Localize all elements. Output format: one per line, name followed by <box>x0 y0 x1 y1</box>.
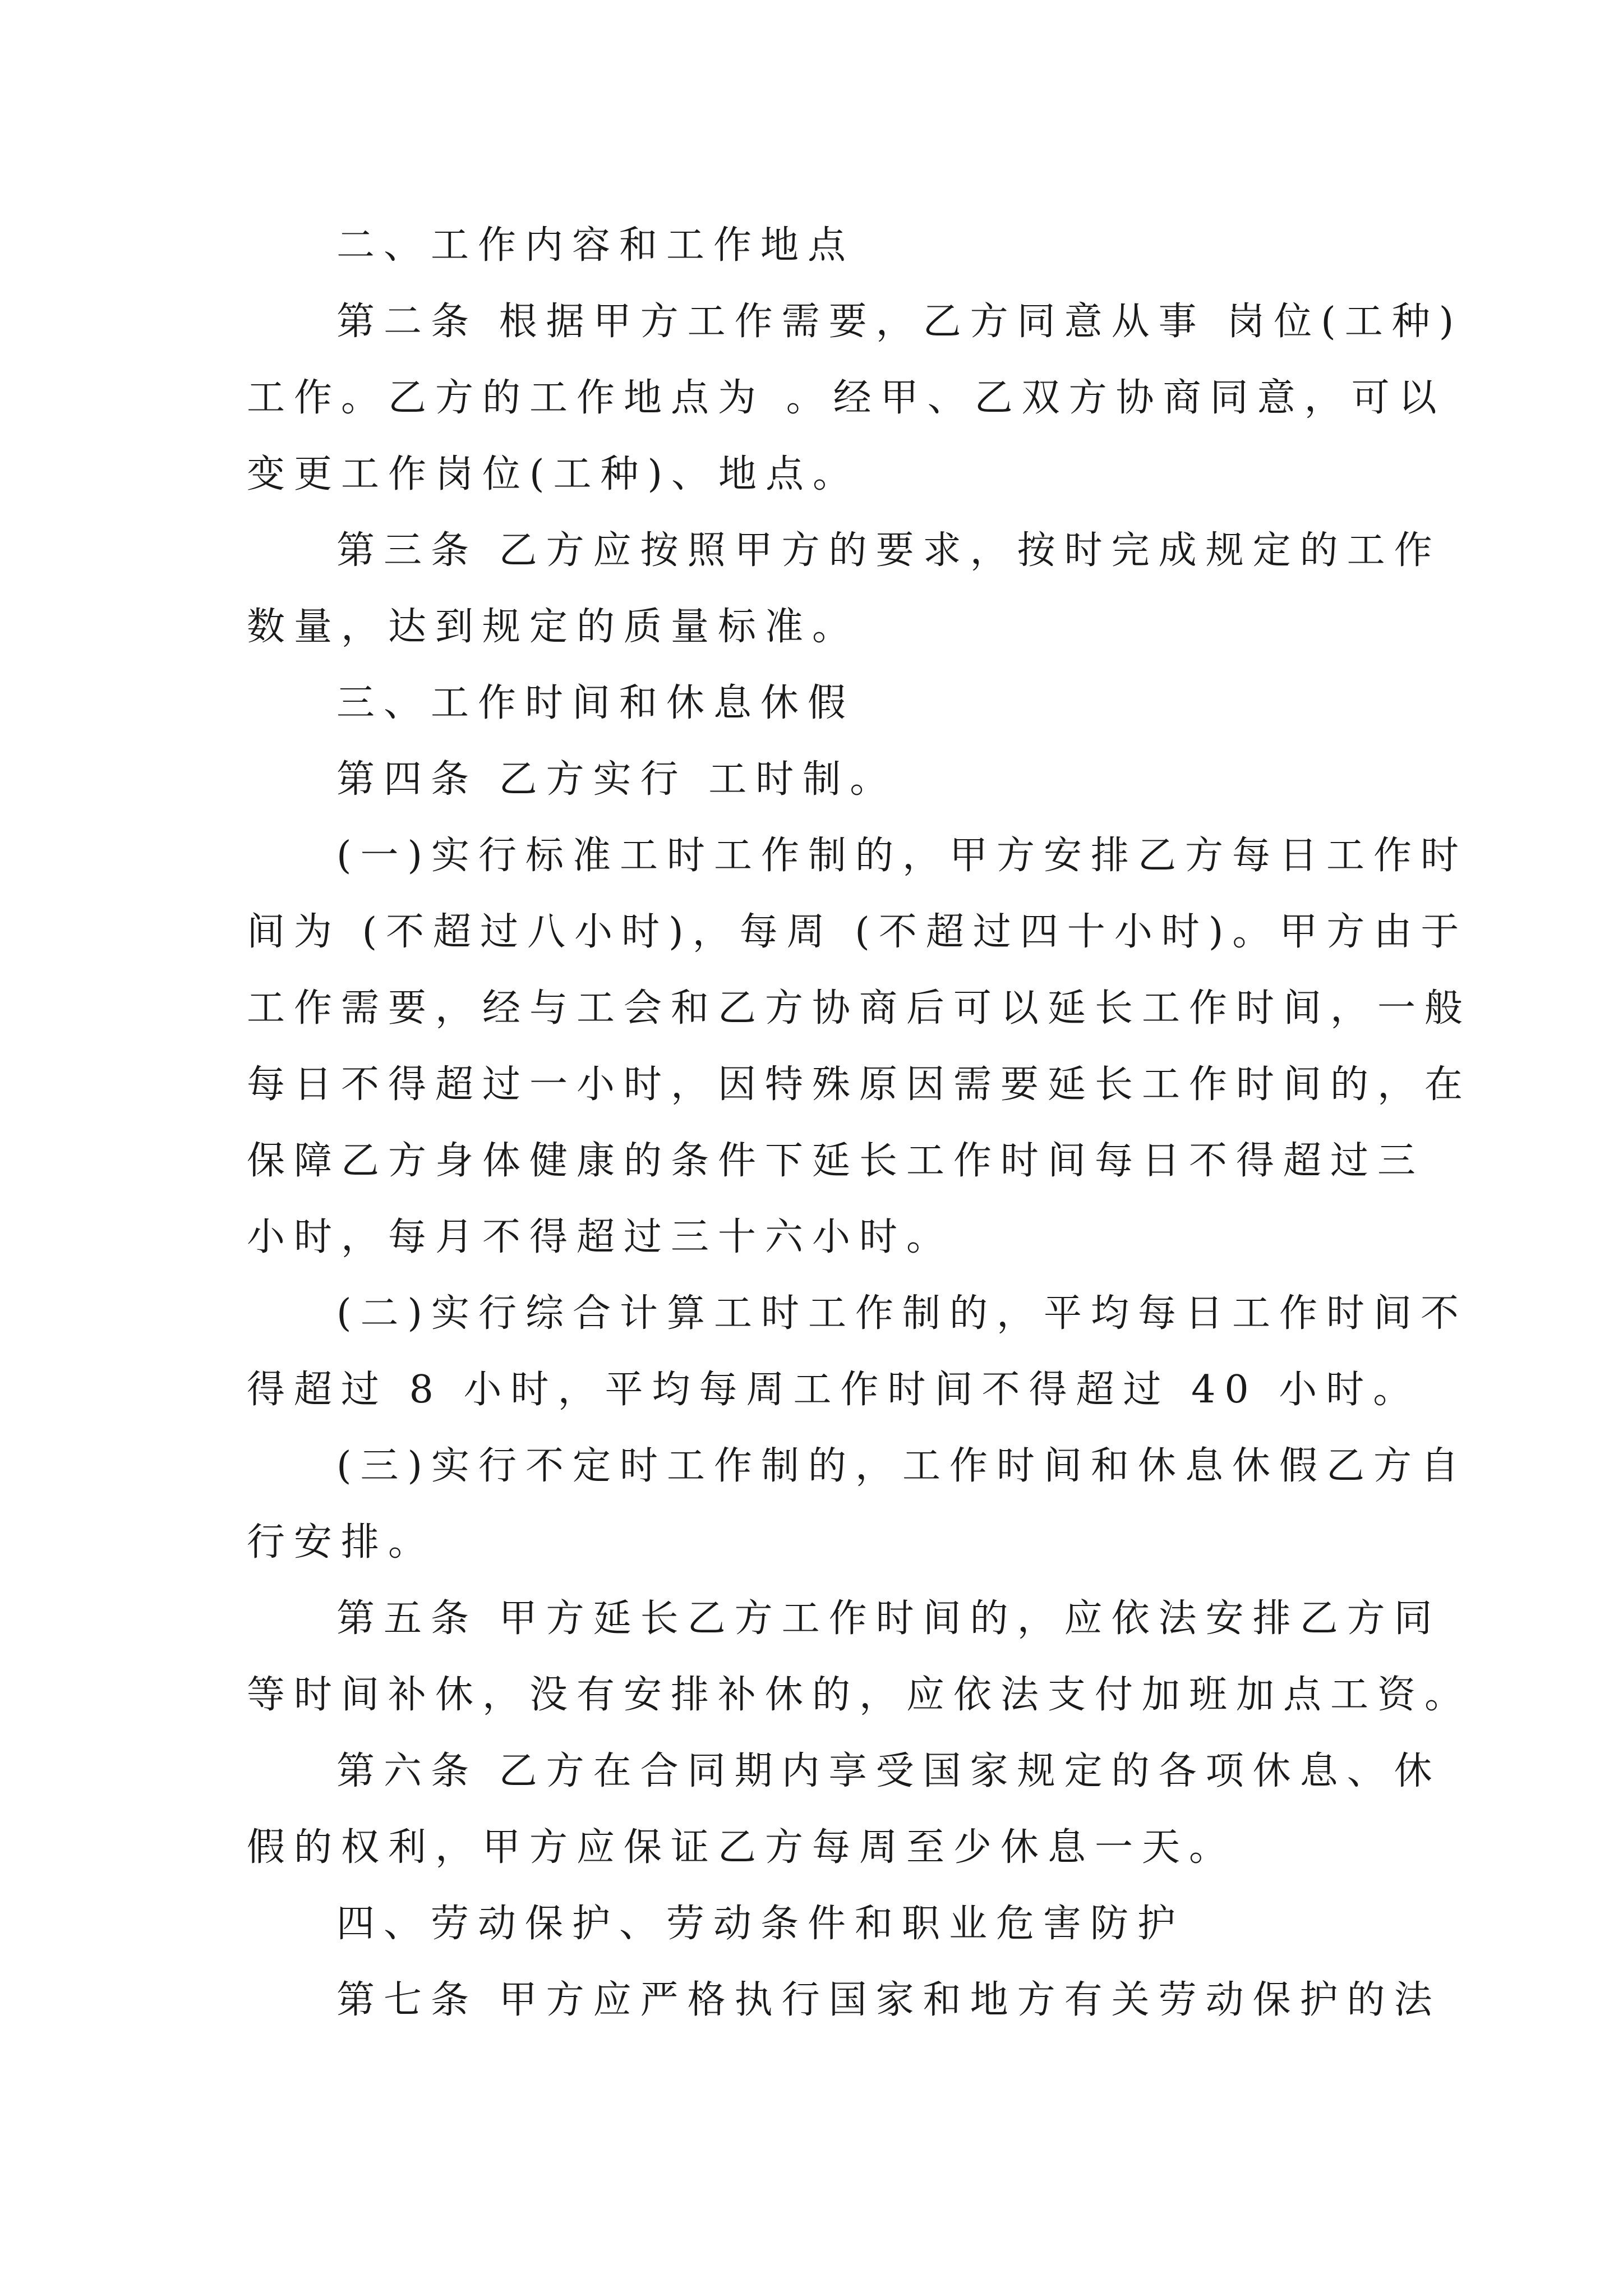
paragraph-line: 保障乙方身体健康的条件下延长工作时间每日不得超过三 <box>247 1139 1425 1183</box>
paragraph-line: 第四条 乙方实行 工时制。 <box>336 757 897 802</box>
paragraph-line: 等时间补休，没有安排补休的，应依法支付加班加点工资。 <box>247 1673 1472 1717</box>
paragraph-line: (二)实行综合计算工时工作制的，平均每日工作时间不 <box>336 1291 1468 1336</box>
paragraph-line: 工作需要，经与工会和乙方协商后可以延长工作时间，一般 <box>247 986 1472 1030</box>
paragraph-line: (一)实行标准工时工作制的，甲方安排乙方每日工作时 <box>336 834 1468 878</box>
section-heading: 三、工作时间和休息休假 <box>336 681 855 725</box>
paragraph-line: 第五条 甲方延长乙方工作时间的，应依法安排乙方同 <box>336 1596 1441 1641</box>
paragraph-line: 每日不得超过一小时，因特殊原因需要延长工作时间的，在 <box>247 1062 1472 1107</box>
section-heading: 二、工作内容和工作地点 <box>336 223 855 268</box>
paragraph-line: 第七条 甲方应严格执行国家和地方有关劳动保护的法 <box>336 1978 1441 2022</box>
paragraph-line: 第三条 乙方应按照甲方的要求，按时完成规定的工作 <box>336 528 1441 573</box>
section-heading: 四、劳动保护、劳动条件和职业危害防护 <box>336 1902 1185 1946</box>
paragraph-line: 第二条 根据甲方工作需要，乙方同意从事 岗位(工种) <box>336 300 1463 344</box>
paragraph-line: 假的权利，甲方应保证乙方每周至少休息一天。 <box>247 1825 1237 1870</box>
paragraph-line: 小时，每月不得超过三十六小时。 <box>247 1215 954 1259</box>
document-body <box>247 208 1472 2039</box>
paragraph-line: 变更工作岗位(工种)、地点。 <box>247 452 860 496</box>
paragraph-line: 间为 (不超过八小时)，每周 (不超过四十小时)。甲方由于 <box>247 910 1468 954</box>
paragraph-line: 行安排。 <box>247 1520 436 1565</box>
paragraph-line: 得超过 8 小时，平均每周工作时间不得超过 40 小时。 <box>247 1368 1421 1412</box>
paragraph-line: 工作。乙方的工作地点为 。经甲、乙双方协商同意，可以 <box>247 376 1446 420</box>
paragraph-line: (三)实行不定时工作制的，工作时间和休息休假乙方自 <box>336 1444 1468 1488</box>
paragraph-line: 数量，达到规定的质量标准。 <box>247 605 860 649</box>
paragraph-line: 第六条 乙方在合同期内享受国家规定的各项休息、休 <box>336 1749 1441 1793</box>
